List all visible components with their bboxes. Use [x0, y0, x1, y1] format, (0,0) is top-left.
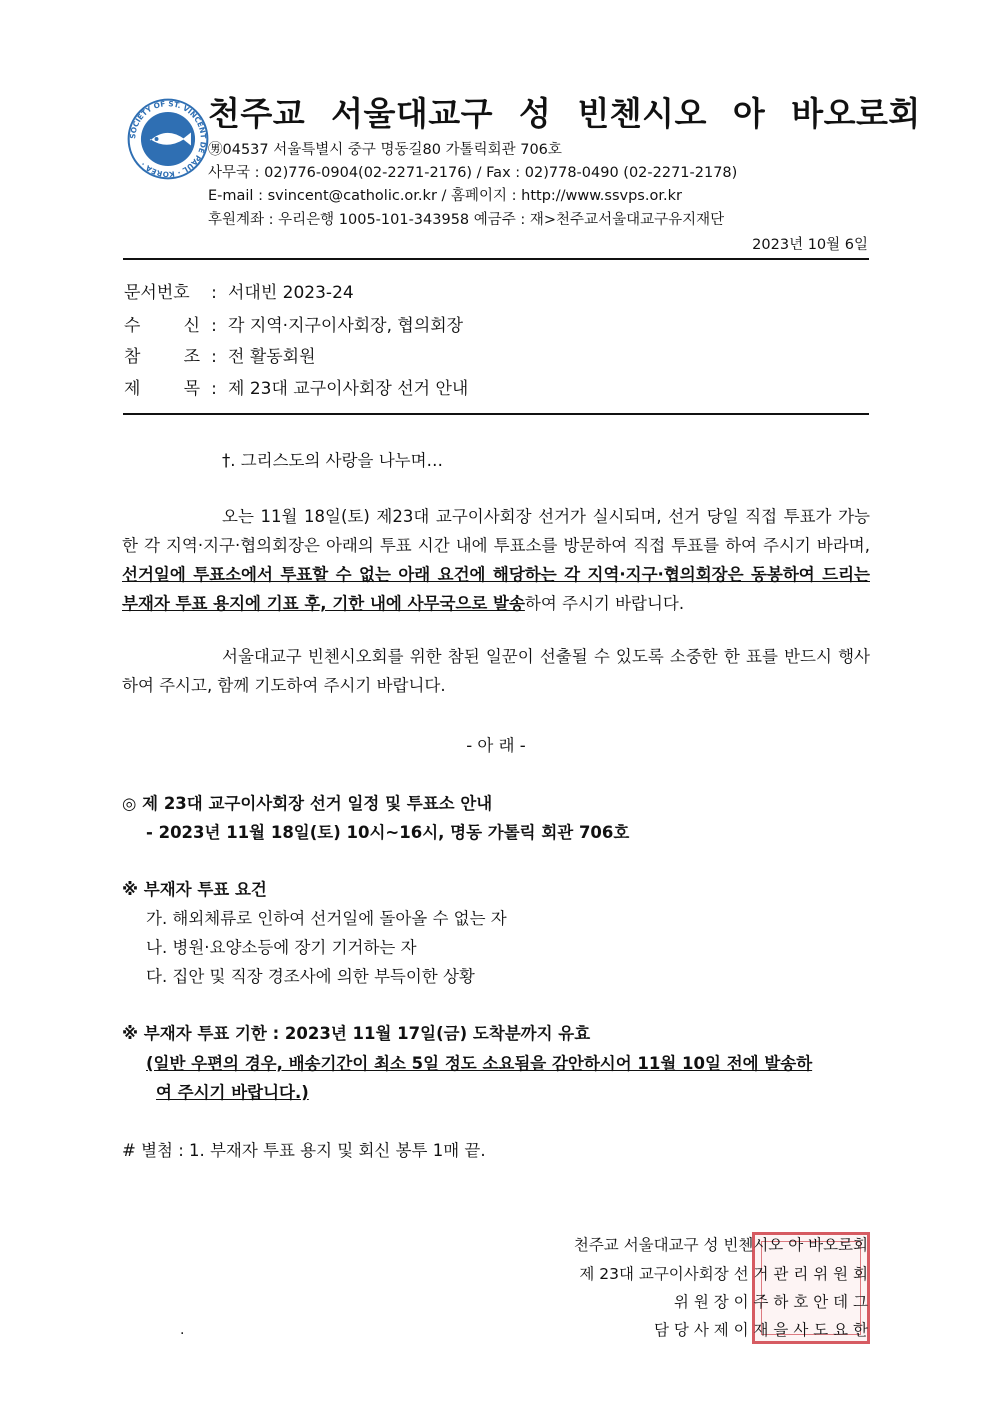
requirement-item: 나. 병원·요양소등에 장기 기거하는 자: [146, 938, 417, 957]
document-date: 2023년 10월 6일: [752, 237, 868, 253]
signature-priest: 담 당 사 제 이 재 을 사 도 요 한: [654, 1321, 868, 1339]
address: ㊚04537 서울특별시 중구 명동길80 가톨릭회관 706호: [208, 142, 562, 158]
email-homepage: E-mail : svincent@catholic.or.kr / 홈페이지 : http://www.ssvps.or.kr: [208, 188, 682, 204]
donation-account: 후원계좌 : 우리은행 1005-101-343958 예금주 : 재>천주교서울대교구유지재단: [208, 212, 725, 228]
deadline-note-line-1: (일반 우편의 경우, 배송기간이 최소 5일 정도 소요됨을 감안하시어 11월 10일 전에 발송하: [146, 1054, 813, 1073]
deadline-title: ※ 부재자 투표 기한 : 2023년 11월 17일(금) 도착분까지 유효: [122, 1024, 591, 1043]
signature-committee: 제 23대 교구이사회장 선 거 관 리 위 원 회: [579, 1265, 868, 1283]
requirements-title: ※ 부재자 투표 요건: [122, 880, 267, 899]
signature-org: 천주교 서울대교구 성 빈첸시오 아 바오로회: [573, 1236, 868, 1254]
paragraph-2: 서울대교구 빈첸시오회를 위한 참된 일꾼이 선출될 수 있도록 소중한 한 표를 반드시 행사하여 주시고, 함께 기도하여 주시기 바랍니다.: [122, 647, 870, 695]
schedule-detail: - 2023년 11월 18일(토) 10시~16시, 명동 가톨릭 회관 706호: [146, 823, 630, 842]
meta-recipient: 수 신 : 각 지역·지구이사회장, 협의회장: [124, 316, 464, 336]
requirement-item: 다. 집안 및 직장 경조사에 의한 부득이한 상황: [146, 967, 475, 986]
below-marker: - 아 래 -: [466, 736, 526, 755]
stray-dot: .: [180, 1322, 185, 1338]
paragraph-1: 오는 11월 18일(토) 제23대 교구이사회장 선거가 실시되며, 선거 당일 직접 투표가 가능한 각 지역·지구·협의회장은 아래의 투표 시간 내에 투표소를 방문하여 직접 투표를 하여 주시기 바라며, 선거일에 투표소에서 투표할 수 없는 아래 요건에 해당하는 각 지역·지구·협의회장은 동봉하여 드리는 부재자 투표 용지에 기표 후, 기한 내에 사무국으로 발송하여 주시기 바랍니다.: [122, 507, 870, 613]
meta-doc-number: 문서번호 : 서대빈 2023-24: [124, 283, 354, 303]
schedule-title: ◎ 제 23대 교구이사회장 선거 일정 및 투표소 안내: [122, 794, 493, 813]
deadline-note-line-2: 여 주시기 바랍니다.): [156, 1083, 309, 1102]
signature-chair: 위 원 장 이 주 하 호 안 데 그: [673, 1293, 868, 1311]
phone-fax: 사무국 : 02)776-0904(02-2271-2176) / Fax : 02)778-0490 (02-2271-2178): [208, 165, 738, 181]
meta-divider: [123, 413, 869, 415]
meta-subject: 제 목 : 제 23대 교구이사회장 선거 안내: [124, 379, 469, 399]
logo-ring-text: SOCIETY OF ST. VINCENT DE PAUL · KOREA ·: [128, 99, 208, 179]
greeting: †. 그리스도의 사랑을 나누며…: [222, 451, 444, 470]
absentee-instruction: 선거일에 투표소에서 투표할 수 없는 아래 요건에 해당하는 각 지역·지구·협의회장은 동봉하여 드리는 부재자 투표 용지에 기표 후, 기한 내에 사무국으로 발송: [122, 565, 870, 613]
attachment-note: # 별첨 : 1. 부재자 투표 용지 및 회신 봉투 1매 끝.: [122, 1141, 486, 1160]
header-divider: [123, 258, 869, 260]
org-title: 천주교 서울대교구 성 빈첸시오 아 바오로회: [208, 94, 921, 133]
meta-reference: 참 조 : 전 활동회원: [124, 347, 316, 367]
requirement-item: 가. 해외체류로 인하여 선거일에 돌아올 수 없는 자: [146, 909, 507, 928]
society-logo-icon: [127, 98, 209, 180]
